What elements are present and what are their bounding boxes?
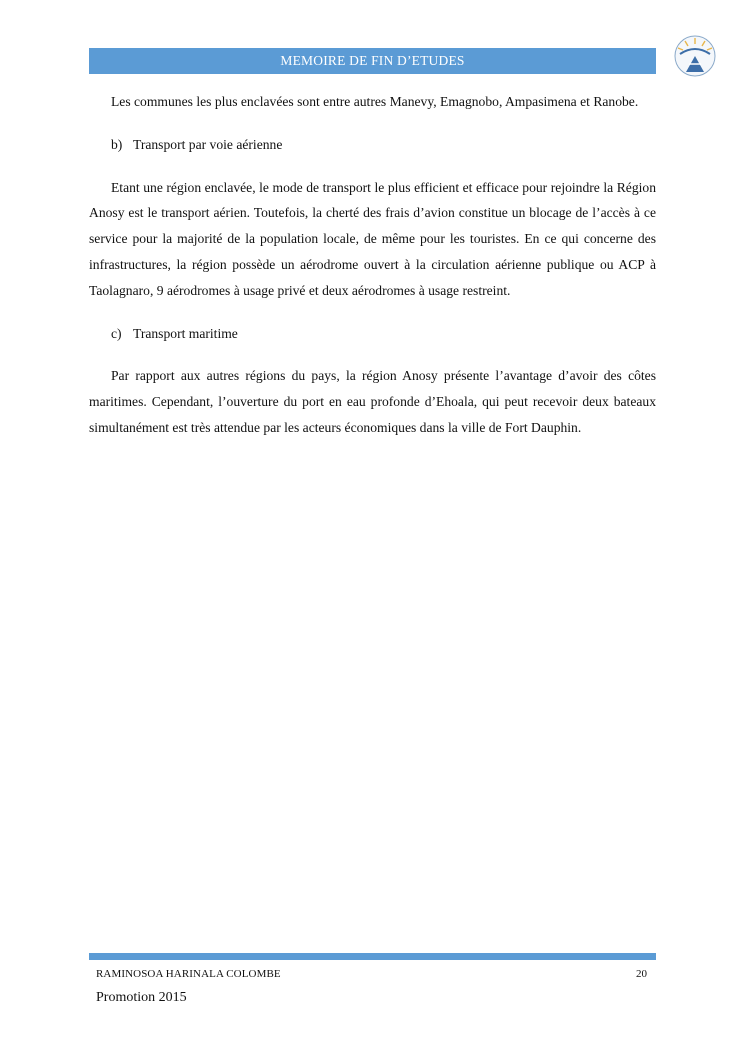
section-title: Transport maritime: [133, 325, 238, 341]
page-header-bar: [89, 48, 656, 74]
footer-author: RAMINOSOA HARINALA COLOMBE: [96, 968, 281, 980]
footer-promotion: Promotion 2015: [96, 990, 187, 1005]
section-heading-maritime-transport: [111, 321, 656, 347]
section-title: Transport par voie aérienne: [133, 136, 283, 152]
document-body: [89, 89, 656, 441]
section-marker: b): [111, 136, 123, 152]
paragraph-air-transport: Etant une région enclavée, le mode de transport le plus efficient et efficace pour rejoindre la Région Anosy est le transport aérien. Toutefois, la cherté des frais d’avion constitue un blocage de l’accès à ce service pour la majorité de la population locale, de même pour les touristes. En ce qui concerne des infrastructures, la région possède un aérodrome ouvert à la circulation aérienne publique ou ACP à Taolagnaro, 9 aérodromes à usage privé et deux aérodromes à usage restreint.: [89, 179, 656, 298]
paragraph-maritime-transport: Par rapport aux autres régions du pays, la région Anosy présente l’avantage d’avoir des côtes maritimes. Cependant, l’ouverture du port en eau profonde d’Ehoala, qui peut recevoir deux bateaux simultanément est très attendue par les acteurs économiques dans la ville de Fort Dauphin.: [89, 368, 656, 435]
footer-rule: [89, 953, 656, 960]
paragraph-communes: Les communes les plus enclavées sont entre autres Manevy, Emagnobo, Ampasimena et Ranobe.: [111, 94, 639, 109]
page-number: 20: [636, 968, 647, 980]
section-heading-air-transport: [111, 132, 656, 158]
university-emblem-icon: [672, 34, 718, 78]
section-marker: c): [111, 325, 122, 341]
header-title: MEMOIRE DE FIN D’ETUDES: [280, 53, 465, 68]
